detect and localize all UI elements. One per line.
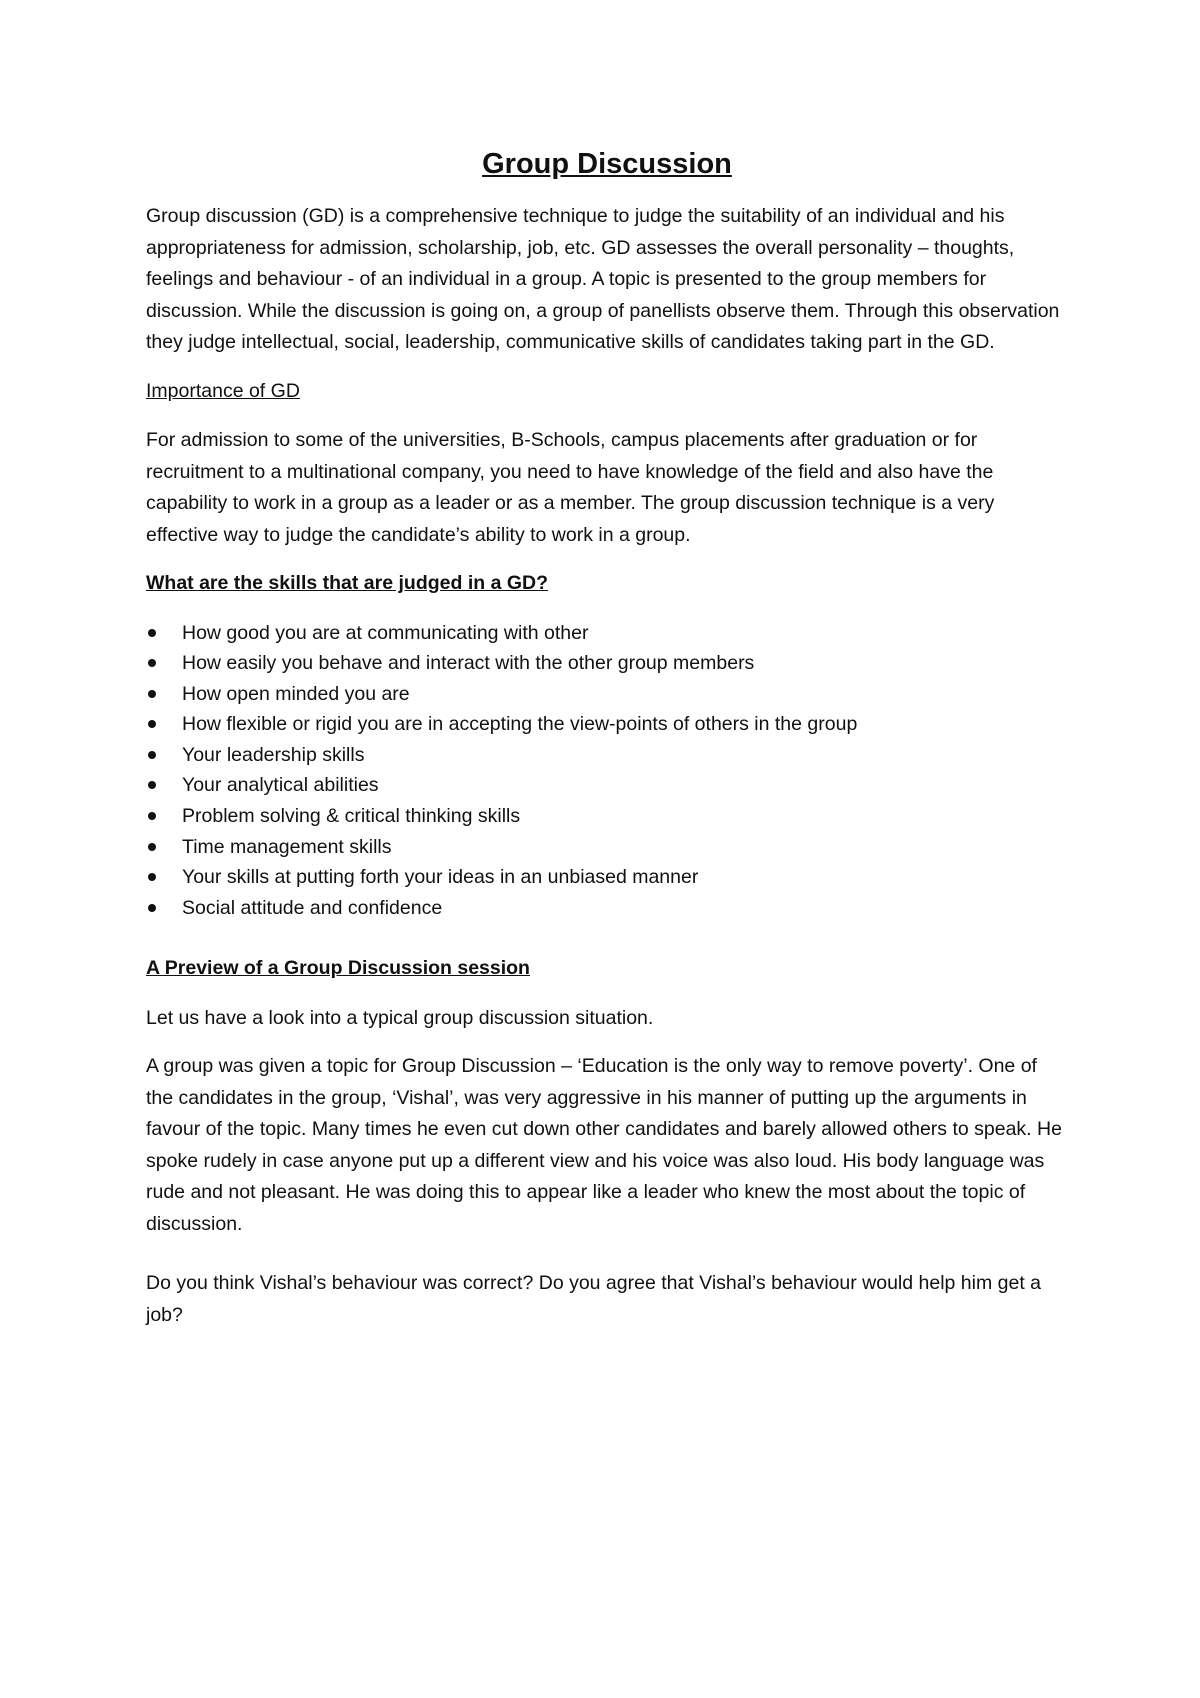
- list-item-text: How easily you behave and interact with the other group members: [182, 652, 755, 675]
- preview-question-paragraph: Do you think Vishal’s behaviour was correct? Do you agree that Vishal’s behaviour would help him get a job?: [146, 1272, 1042, 1326]
- skills-heading: What are the skills that are judged in a GD?: [146, 572, 548, 594]
- list-item: [146, 770, 1068, 801]
- list-item: [146, 832, 1068, 863]
- bullet-icon: [148, 812, 156, 820]
- bullet-icon: [148, 629, 156, 637]
- list-item: [146, 679, 1068, 710]
- list-item-text: How open minded you are: [182, 682, 410, 705]
- preview-story-paragraph: A group was given a topic for Group Discussion – ‘Education is the only way to remove poverty’. One of the candidates in the group, ‘Vishal’, was very aggressive in his manner of putting up the arguments in favour of the topic. Many times he even cut down other candidates and barely allowed others to speak. He spoke rudely in case anyone put up a different view and his voice was also loud. His body language was rude and not pleasant. He was doing this to appear like a leader who knew the most about the topic of discussion.: [146, 1055, 1062, 1235]
- list-item-text: Your skills at putting forth your ideas in an unbiased manner: [182, 866, 699, 889]
- list-item: [146, 648, 1068, 679]
- bullet-icon: [148, 781, 156, 789]
- preview-heading: A Preview of a Group Discussion session: [146, 957, 530, 980]
- importance-heading: Importance of GD: [146, 379, 300, 402]
- list-item-text: Your leadership skills: [182, 743, 365, 766]
- list-item: [146, 740, 1068, 771]
- bullet-icon: [148, 690, 156, 698]
- intro-paragraph: Group discussion (GD) is a comprehensive technique to judge the suitability of an individual and his appropriateness for admission, scholarship, job, etc. GD assesses the overall personality – thoughts, feelings and behaviour - of an individual in a group. A topic is presented to the group members for discussion. While the discussion is going on, a group of panellists observe them. Through this observation they judge intellectual, social, leadership, communicative skills of candidates taking part in the GD.: [146, 205, 1060, 353]
- list-item-text: Time management skills: [182, 835, 392, 858]
- list-item-text: How flexible or rigid you are in accepting the view-points of others in the group: [182, 713, 858, 736]
- bullet-icon: [148, 843, 156, 851]
- bullet-icon: [148, 751, 156, 759]
- list-item: [146, 801, 1068, 832]
- bullet-icon: [148, 904, 156, 912]
- list-item: [146, 618, 1068, 649]
- importance-paragraph: For admission to some of the universities, B-Schools, campus placements after graduation or for recruitment to a multinational company, you need to have knowledge of the field and also have the capability to work in a group as a leader or as a member. The group discussion technique is a very effective way to judge the candidate’s ability to work in a group.: [146, 429, 995, 546]
- bullet-icon: [148, 659, 156, 667]
- list-item-text: Social attitude and confidence: [182, 896, 443, 919]
- list-item: [146, 862, 1068, 893]
- list-item-text: How good you are at communicating with other: [182, 621, 589, 644]
- document-page: [146, 148, 1068, 1348]
- bullet-icon: [148, 873, 156, 881]
- skills-list: [146, 618, 1068, 924]
- list-item-text: Your analytical abilities: [182, 774, 379, 797]
- list-item-text: Problem solving & critical thinking skills: [182, 805, 521, 828]
- list-item: [146, 893, 1068, 924]
- list-item: [146, 709, 1068, 740]
- preview-lead-paragraph: Let us have a look into a typical group discussion situation.: [146, 1006, 654, 1029]
- document-title: Group Discussion: [482, 148, 732, 180]
- bullet-icon: [148, 720, 156, 728]
